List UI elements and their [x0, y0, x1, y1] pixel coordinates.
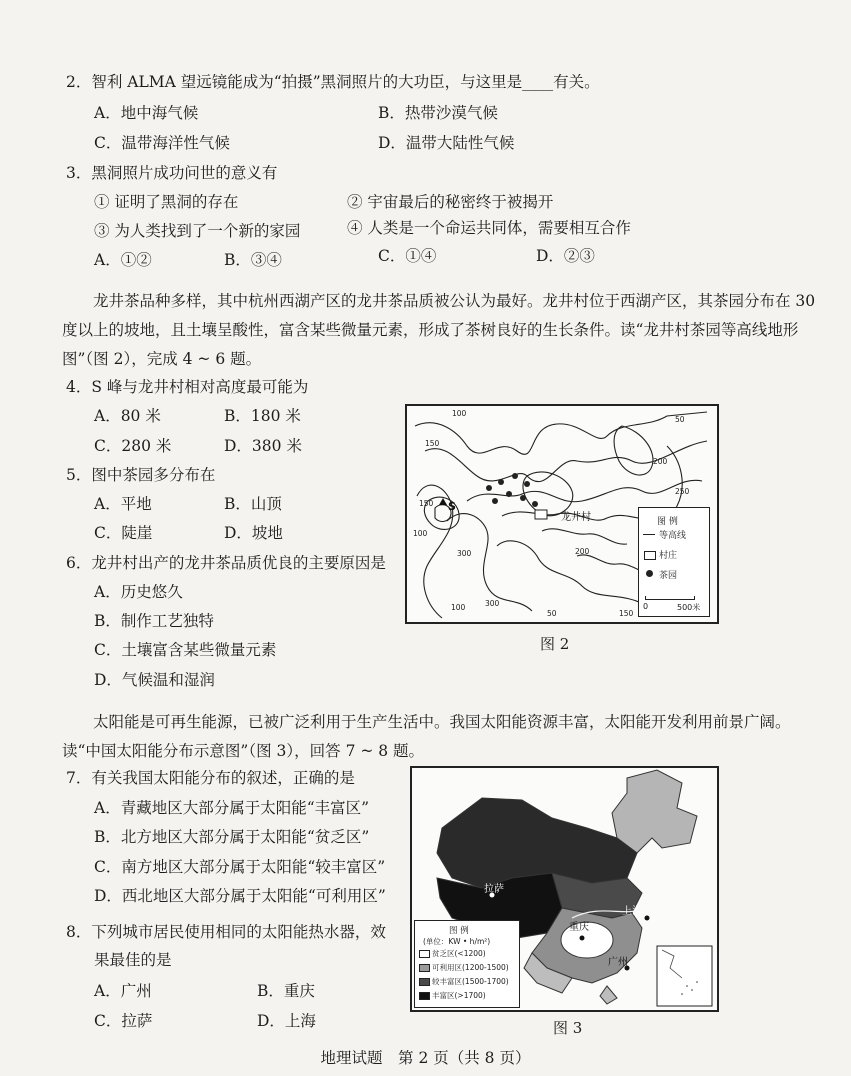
contour-label: 300: [457, 549, 472, 558]
q8-option-b: B．重庆: [257, 982, 315, 1000]
q2-option-c: C．温带海洋性气候: [94, 134, 230, 152]
q6-option-a: A．历史悠久: [94, 583, 183, 601]
northeast-region: [612, 770, 697, 853]
contour-label: 200: [575, 547, 590, 556]
scale-start: 0: [643, 602, 649, 611]
q2-stem: 2．智利 ALMA 望远镜能成为“拍摄”黑洞照片的大功臣，与这里是____有关。: [66, 73, 600, 91]
contour-map-figure: [405, 404, 719, 624]
q5-option-d: D．坡地: [224, 524, 283, 542]
city-guangzhou: 广州: [608, 957, 628, 968]
q5-stem: 5．图中茶园多分布在: [66, 466, 216, 484]
contour-label: 50: [547, 609, 557, 618]
q7-option-a: A．青藏地区大部分属于太阳能“丰富区”: [94, 799, 370, 817]
contour-label: 200: [653, 457, 668, 466]
village-icon: [535, 510, 547, 519]
contour-label: 150: [419, 499, 434, 508]
fig3-caption: 图 3: [553, 1019, 583, 1037]
q4-option-d: D．380 米: [224, 437, 302, 455]
contour-map-legend: [638, 507, 710, 617]
q4-option-a: A．80 米: [94, 407, 161, 425]
q3-statement-4: ④ 人类是一个命运共同体，需要相互合作: [347, 219, 631, 237]
q3-option-a: A．①②: [94, 251, 152, 269]
contour-label: 100: [413, 529, 428, 538]
q8-stem-line-1: 8．下列城市居民使用相同的太阳能热水器，效: [66, 923, 386, 941]
city-shanghai: 上海: [622, 906, 642, 917]
legend-richest: 丰富区(>1700): [432, 991, 486, 1000]
legend-rich: 较丰富区(1500-1700): [432, 977, 509, 986]
contour-label: 150: [425, 439, 440, 448]
scale-bar-icon: [645, 596, 695, 600]
q3-option-c: C．①④: [378, 247, 437, 265]
city-lhasa: 拉萨: [484, 884, 504, 895]
q5-option-b: B．山顶: [224, 495, 282, 513]
shanghai-dot-icon: [645, 916, 650, 921]
contour-label: 150: [619, 609, 634, 618]
q6-option-c: C．土壤富含某些微量元素: [94, 641, 277, 659]
legend-poor: 贫乏区(<1200): [432, 949, 486, 958]
q4-option-c: C．280 米: [94, 437, 172, 455]
legend-unit: (单位：KW • h/m²): [423, 937, 491, 946]
contour-label: 300: [485, 599, 500, 608]
q7-option-c: C．南方地区大部分属于太阳能“较丰富区”: [94, 858, 386, 876]
q4-option-b: B．180 米: [224, 407, 301, 425]
legend-village: 村庄: [659, 551, 678, 561]
q3-statement-1: ① 证明了黑洞的存在: [94, 193, 239, 211]
q6-stem: 6．龙井村出产的龙井茶品质优良的主要原因是: [66, 554, 386, 572]
village-label: 龙井村: [561, 512, 591, 523]
contour-line-icon: [643, 534, 655, 535]
legend-contour: 等高线: [659, 531, 687, 541]
contour-label: 250: [675, 487, 690, 496]
tea-garden-icon: [646, 570, 653, 577]
south-china-sea-inset: [657, 946, 712, 1006]
q3-statement-2: ② 宇宙最后的秘密终于被揭开: [347, 193, 554, 211]
q6-option-b: B．制作工艺独特: [94, 612, 214, 630]
q7-stem: 7．有关我国太阳能分布的叙述，正确的是: [66, 769, 355, 787]
page-footer: 地理试题 第 2 页（共 8 页）: [320, 1049, 531, 1067]
q7-option-d: D．西北地区大部分属于太阳能“可利用区”: [94, 887, 386, 905]
legend-tea: 茶园: [659, 571, 678, 581]
q8-option-c: C．拉萨: [94, 1012, 153, 1030]
solar-map-legend: [414, 920, 520, 1008]
q2-option-b: B．热带沙漠气候: [378, 104, 498, 122]
q8-stem-line-2: 果最佳的是: [94, 951, 172, 969]
legend-swatch-richest: [419, 992, 430, 1000]
q2-option-a: A．地中海气候: [94, 104, 199, 122]
q2-option-d: D．温带大陆性气候: [378, 134, 515, 152]
q8-option-d: D．上海: [257, 1012, 316, 1030]
peak-triangle-icon: [439, 498, 447, 505]
contour-label: 100: [452, 409, 467, 418]
hainan-island: [600, 986, 617, 1004]
q3-option-d: D．②③: [536, 247, 595, 265]
q3-statement-3: ③ 为人类找到了一个新的家园: [94, 222, 301, 240]
q4-stem: 4．S 峰与龙井村相对高度最可能为: [66, 378, 309, 396]
city-chongqing: 重庆: [569, 922, 589, 933]
scale-end: 500米: [677, 603, 701, 612]
legend-usable: 可利用区(1200-1500): [432, 963, 509, 972]
passage-solar-energy: 太阳能是可再生能源，已被广泛利用于生产生活中。我国太阳能资源丰富，太阳能开发利用前景广阔。读“中国太阳能分布示意图”（图 3），回答 7 ~ 8 题。: [62, 713, 791, 760]
legend-swatch-poor: [419, 950, 430, 958]
q3-option-b: B．③④: [224, 251, 282, 269]
q8-option-a: A．广州: [94, 982, 152, 1000]
peak-label: S: [448, 500, 456, 513]
q6-option-d: D．气候温和湿润: [94, 671, 215, 689]
china-solar-map-figure: [410, 766, 719, 1012]
contour-label: 100: [451, 603, 466, 612]
q3-stem: 3．黑洞照片成功问世的意义有: [66, 164, 278, 182]
q7-option-b: B．北方地区大部分属于太阳能“贫乏区”: [94, 828, 370, 846]
q5-option-c: C．陡崖: [94, 524, 153, 542]
contour-label: 50: [675, 415, 685, 424]
q5-option-a: A．平地: [94, 495, 152, 513]
legend-swatch-usable: [419, 964, 430, 972]
chongqing-dot-icon: [580, 936, 585, 941]
legend-title: 图 例: [449, 926, 469, 936]
legend-title: 图 例: [657, 517, 678, 527]
fig2-caption: 图 2: [540, 635, 570, 653]
passage-longjing-tea: 龙井茶品种多样，其中杭州西湖产区的龙井茶品质被公认为最好。龙井村位于西湖产区，其茶园分布在 30 度以上的坡地，且土壤呈酸性，富含某些微量元素，形成了茶树良好的生长条件。读“龙井村茶园等高线地形图”（图 2），完成 4 ~ 6 题。: [62, 292, 816, 368]
legend-swatch-rich: [419, 978, 430, 986]
village-icon: [644, 551, 656, 560]
